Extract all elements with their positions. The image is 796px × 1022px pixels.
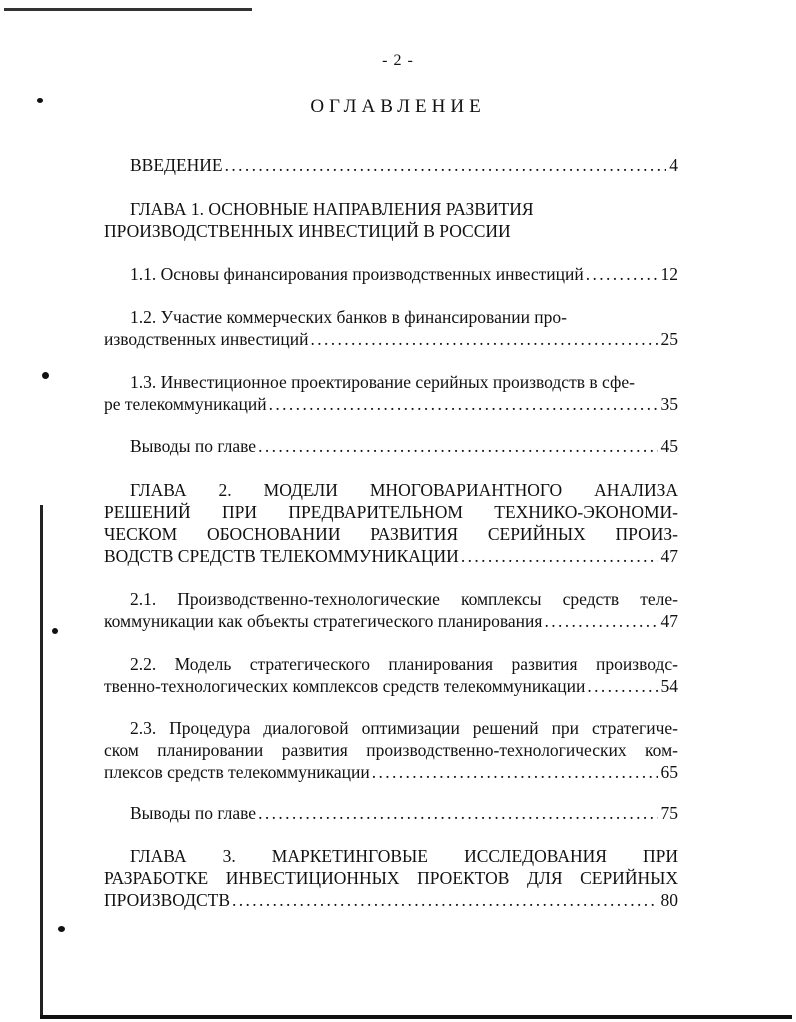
- toc-leader-dots: [587, 675, 657, 697]
- toc-leader-dots: [544, 610, 657, 632]
- toc-section-2-1-line-1: [104, 588, 678, 610]
- toc-page-number: 4: [669, 155, 678, 175]
- toc-entry-text: 2.3. Процедура диалоговой оптимизации решений при стратегиче-: [130, 718, 678, 738]
- toc-chapter-2-line-4: [104, 545, 678, 567]
- toc-section-2-1-line-2: [104, 610, 678, 632]
- toc-entry-text: ВОДСТВ СРЕДСТВ ТЕЛЕКОММУНИКАЦИИ: [104, 546, 459, 566]
- scan-speck: [42, 372, 49, 379]
- toc-entry-text: 1.2. Участие коммерческих банков в финансировании про-: [130, 307, 568, 327]
- toc-page-number: 45: [660, 436, 678, 456]
- toc-page-number: 75: [660, 803, 678, 823]
- toc-section-2-3-line-3: [104, 761, 678, 783]
- toc-entry-text: ВВЕДЕНИЕ: [130, 155, 223, 175]
- scan-border-left: [40, 505, 43, 1017]
- toc-entry-text: РЕШЕНИЙ ПРИ ПРЕДВАРИТЕЛЬНОМ ТЕХНИКО-ЭКОНОМИ-: [104, 502, 678, 522]
- toc-chapter-3-line-3: [104, 889, 678, 911]
- toc-leader-dots: [258, 802, 657, 824]
- toc-page-number: 54: [660, 676, 678, 696]
- toc-entry-text: ГЛАВА 2. МОДЕЛИ МНОГОВАРИАНТНОГО АНАЛИЗА: [130, 480, 678, 500]
- toc-entry-text: ПРОИЗВОДСТВ: [104, 890, 231, 910]
- toc-page-number: 12: [660, 264, 678, 284]
- toc-chapter-2-line-3: [104, 523, 678, 545]
- toc-entry-text: ГЛАВА 1. ОСНОВНЫЕ НАПРАВЛЕНИЯ РАЗВИТИЯ: [130, 199, 534, 219]
- toc-leader-dots: [586, 263, 658, 285]
- scan-border-bottom: [40, 1015, 792, 1019]
- toc-page-number: 35: [660, 394, 678, 414]
- toc-entry-text: ГЛАВА 3. МАРКЕТИНГОВЫЕ ИССЛЕДОВАНИЯ ПРИ: [130, 846, 678, 866]
- toc-entry-text: 1.1. Основы финансирования производственных инвестиций: [130, 264, 584, 284]
- toc-entry-text: твенно-технологических комплексов средств телекоммуникации: [104, 676, 586, 696]
- toc-leader-dots: [269, 393, 658, 415]
- toc-title: ОГЛАВЛЕНИЕ: [310, 96, 486, 117]
- toc-page-number: 47: [660, 546, 678, 566]
- scan-border-top: [4, 8, 252, 11]
- toc-chapter-2-line-1: [104, 479, 678, 501]
- toc-chapter-1-line-1: [104, 198, 678, 220]
- toc-entry-text: 2.2. Модель стратегического планирования развития производс-: [130, 654, 678, 674]
- toc-section-2-2-line-1: [104, 653, 678, 675]
- scan-speck: [52, 628, 58, 634]
- toc-section-1-3-line-1: [104, 371, 678, 393]
- toc-entry-text: Выводы по главе: [130, 803, 257, 823]
- toc-chapter-2-line-2: [104, 501, 678, 523]
- toc-entry-text: коммуникации как объекты стратегического планирования: [104, 611, 543, 631]
- toc-section-2-2-line-2: [104, 675, 678, 697]
- toc-entry-text: ПРОИЗВОДСТВЕННЫХ ИНВЕСТИЦИЙ В РОССИИ: [104, 221, 511, 241]
- page-number: - 2 -: [382, 52, 414, 69]
- toc-entry-text: ре телекоммуникаций: [104, 394, 267, 414]
- toc-leader-dots: [372, 761, 658, 783]
- toc-leader-dots: [461, 545, 658, 567]
- toc-page-number: 25: [660, 329, 678, 349]
- toc-leader-dots: [232, 889, 657, 911]
- toc-section-1-2-line-2: [104, 328, 678, 350]
- toc-leader-dots: [225, 154, 667, 176]
- toc-section-1-1: [104, 263, 678, 285]
- scan-speck: [58, 926, 65, 932]
- toc-chapter-2-conclusions: [104, 802, 678, 824]
- toc-entry-text: 1.3. Инвестиционное проектирование серийных производств в сфе-: [130, 372, 635, 392]
- toc-entry-text: ЧЕСКОМ ОБОСНОВАНИИ РАЗВИТИЯ СЕРИЙНЫХ ПРОИЗ-: [104, 524, 678, 544]
- toc-page-number: 80: [660, 890, 678, 910]
- toc-entry-text: РАЗРАБОТКЕ ИНВЕСТИЦИОННЫХ ПРОЕКТОВ ДЛЯ СЕРИЙНЫХ: [104, 868, 678, 888]
- toc-chapter-1-line-2: [104, 220, 678, 242]
- toc-entry-text: Выводы по главе: [130, 436, 257, 456]
- toc-section-1-2-line-1: [104, 306, 678, 328]
- toc-leader-dots: [311, 328, 658, 350]
- toc-entry-text: плексов средств телекоммуникации: [104, 762, 370, 782]
- toc-section-2-3-line-1: [104, 717, 678, 739]
- toc-entry-text: ском планировании развития производственно-технологических ком-: [104, 740, 678, 760]
- toc-section-1-3-line-2: [104, 393, 678, 415]
- toc-page-number: 65: [660, 762, 678, 782]
- toc-chapter-3-line-2: [104, 867, 678, 889]
- toc-page-number: 47: [660, 611, 678, 631]
- toc-leader-dots: [258, 435, 657, 457]
- toc-entry-text: 2.1. Производственно-технологические комплексы средств теле-: [130, 589, 678, 609]
- toc-entry-introduction: [104, 154, 678, 176]
- toc-entry-text: изводственных инвестиций: [104, 329, 309, 349]
- toc-section-2-3-line-2: [104, 739, 678, 761]
- toc-chapter-3-line-1: [104, 845, 678, 867]
- toc-chapter-1-conclusions: [104, 435, 678, 457]
